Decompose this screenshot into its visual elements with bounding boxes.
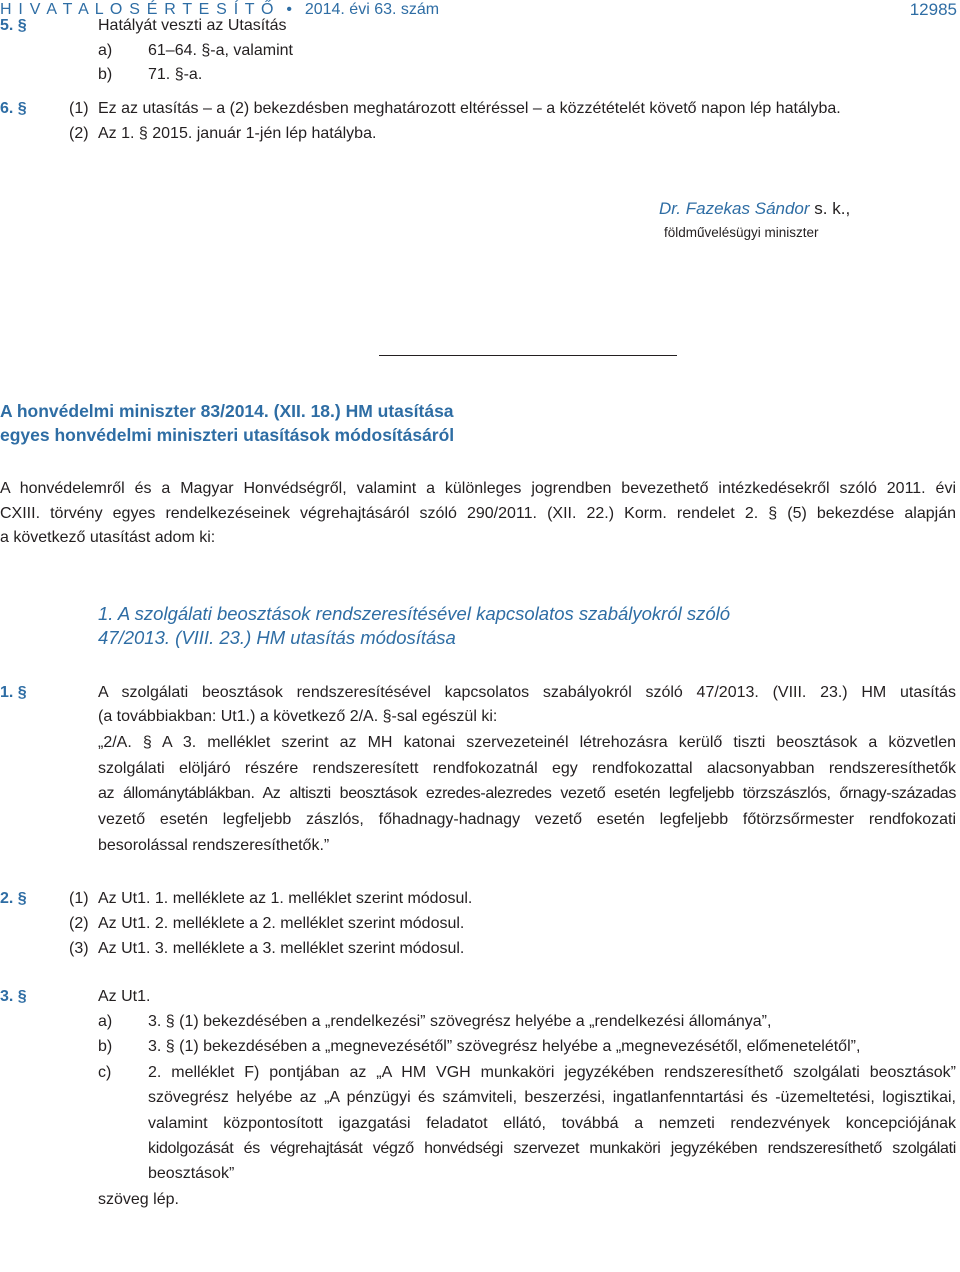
paragraph-1-line-4: szolgálati elöljáró részére rendszeresített rendfokozatnál egy rendfokozattal alacsonyabban rendszeresíthetők [98, 760, 956, 777]
signatory-title: földművelésügyi miniszter [664, 225, 819, 240]
section-6-p2-text: Az 1. § 2015. január 1-jén lép hatályba. [98, 125, 377, 142]
paragraph-3-b-text: 3. § (1) bekezdésében a „megnevezésétől” szövegrész helyébe a „megnevezésétől, előmenetelétől”, [148, 1038, 861, 1055]
paragraph-3-outro: szöveg lép. [98, 1191, 179, 1208]
paragraph-2-p3-text: Az Ut1. 3. melléklete a 3. melléklet szerint módosul. [98, 940, 465, 957]
section-5-number: 5. § [0, 17, 27, 34]
section-5-b-text: 71. §-a. [148, 66, 203, 83]
paragraph-2-p1-label: (1) [69, 890, 89, 907]
preamble-line-2: CXIII. törvény egyes rendelkezéseinek végrehajtásáról szóló 290/2011. (XII. 22.) Korm. rendelet 2. § (5) bekezdése alapján [0, 505, 956, 522]
paragraph-3-c-line-4: kidolgozását és végrehajtását végző honvédségi szervezet munkaköri jegyzékében rendszeresíthető szolgálati [148, 1140, 956, 1157]
paragraph-3-b-label: b) [98, 1038, 113, 1055]
journal-name: H I V A T A L O S É R T E S Í T Ő [0, 1, 275, 18]
issue-label: 2014. évi 63. szám [304, 1, 440, 18]
paragraph-1-line-1: A szolgálati beosztások rendszeresítésével kapcsolatos szabályokról szóló 47/2013. (VIII. 23.) HM utasítás [98, 684, 956, 701]
paragraph-2-p2-label: (2) [69, 915, 89, 932]
paragraph-2-number: 2. § [0, 890, 27, 907]
signatory-name: Dr. Fazekas Sándor [659, 199, 810, 218]
paragraph-3-number: 3. § [0, 988, 27, 1005]
section-6-number: 6. § [0, 100, 27, 117]
preamble-line-3: a következő utasítást adom ki: [0, 529, 216, 546]
document-title-line-1: A honvédelmi miniszter 83/2014. (XII. 18.) HM utasítása [0, 401, 454, 421]
paragraph-3-c-line-3: valamint központosított igazgatási feladatot ellátó, továbbá a nemzeti rendezvények koncepciójának [148, 1115, 956, 1132]
signatory-suffix: s. k., [809, 199, 851, 218]
section-title-line-2: 47/2013. (VIII. 23.) HM utasítás módosítása [98, 627, 456, 648]
paragraph-3-a-label: a) [98, 1013, 113, 1030]
header-bullet: • [286, 1, 294, 18]
paragraph-1-line-6: vezető esetén legfeljebb zászlós, főhadnagy-hadnagy vezető esetén legfeljebb főtörzsőrmester rendfokozati [98, 811, 956, 828]
paragraph-2-p3-label: (3) [69, 940, 89, 957]
paragraph-3-c-line-2: szövegrész helyébe az „A pénzügyi és számviteli, beszerzési, ingatlanfenntartási és -üzemeltetési, logisztikai, [148, 1089, 956, 1106]
section-6-p1-label: (1) [69, 100, 89, 117]
section-title-line-1: 1. A szolgálati beosztások rendszeresítésével kapcsolatos szabályokról szóló [98, 603, 731, 624]
paragraph-1-line-2: (a továbbiakban: Ut1.) a következő 2/A. §-sal egészül ki: [98, 708, 498, 725]
paragraph-1-line-3: „2/A. § A 3. melléklet szerint az MH katonai szervezeteinél létrehozásra kerülő tiszti beosztások a közvetlen [98, 734, 956, 751]
paragraph-3-c-label: c) [98, 1064, 112, 1081]
section-5-b-label: b) [98, 66, 113, 83]
page-number: 12985 [909, 0, 957, 19]
signature-line [659, 199, 850, 219]
paragraph-3-a-text: 3. § (1) bekezdésében a „rendelkezési” szövegrész helyébe a „rendelkezési állománya”, [148, 1013, 772, 1030]
section-6-p1-text: Ez az utasítás – a (2) bekezdésben meghatározott eltéréssel – a közzétételét követő napon lép hatályba. [98, 100, 841, 117]
paragraph-2-p1-text: Az Ut1. 1. melléklete az 1. melléklet szerint módosul. [98, 890, 473, 907]
separator-rule [379, 355, 677, 356]
document-title-line-2: egyes honvédelmi miniszteri utasítások módosításáról [0, 425, 455, 445]
paragraph-3-c-line-1: 2. melléklet F) pontjában az „A HM VGH munkaköri jegyzékében rendszeresíthető szolgálati beosztások” [148, 1064, 956, 1081]
section-6-p2-label: (2) [69, 125, 89, 142]
section-5-a-text: 61–64. §-a, valamint [148, 42, 293, 59]
paragraph-3-c-line-5: beosztások” [148, 1165, 235, 1182]
paragraph-1-line-5: az állománytáblákban. Az altiszti beosztások ezredes-alezredes vezető esetén legfeljebb törzszászlós, őrnagy-századas [98, 785, 956, 802]
preamble-line-1: A honvédelemről és a Magyar Honvédségről, valamint a különleges jogrendben bevezethető intézkedésekről szóló 2011. évi [0, 480, 956, 497]
paragraph-2-p2-text: Az Ut1. 2. melléklete a 2. melléklet szerint módosul. [98, 915, 465, 932]
paragraph-1-number: 1. § [0, 684, 27, 701]
paragraph-3-intro: Az Ut1. [98, 988, 151, 1005]
section-5-a-label: a) [98, 42, 113, 59]
section-5-text: Hatályát veszti az Utasítás [98, 17, 287, 34]
paragraph-1-line-7: besorolással rendszeresíthetők.” [98, 837, 330, 854]
